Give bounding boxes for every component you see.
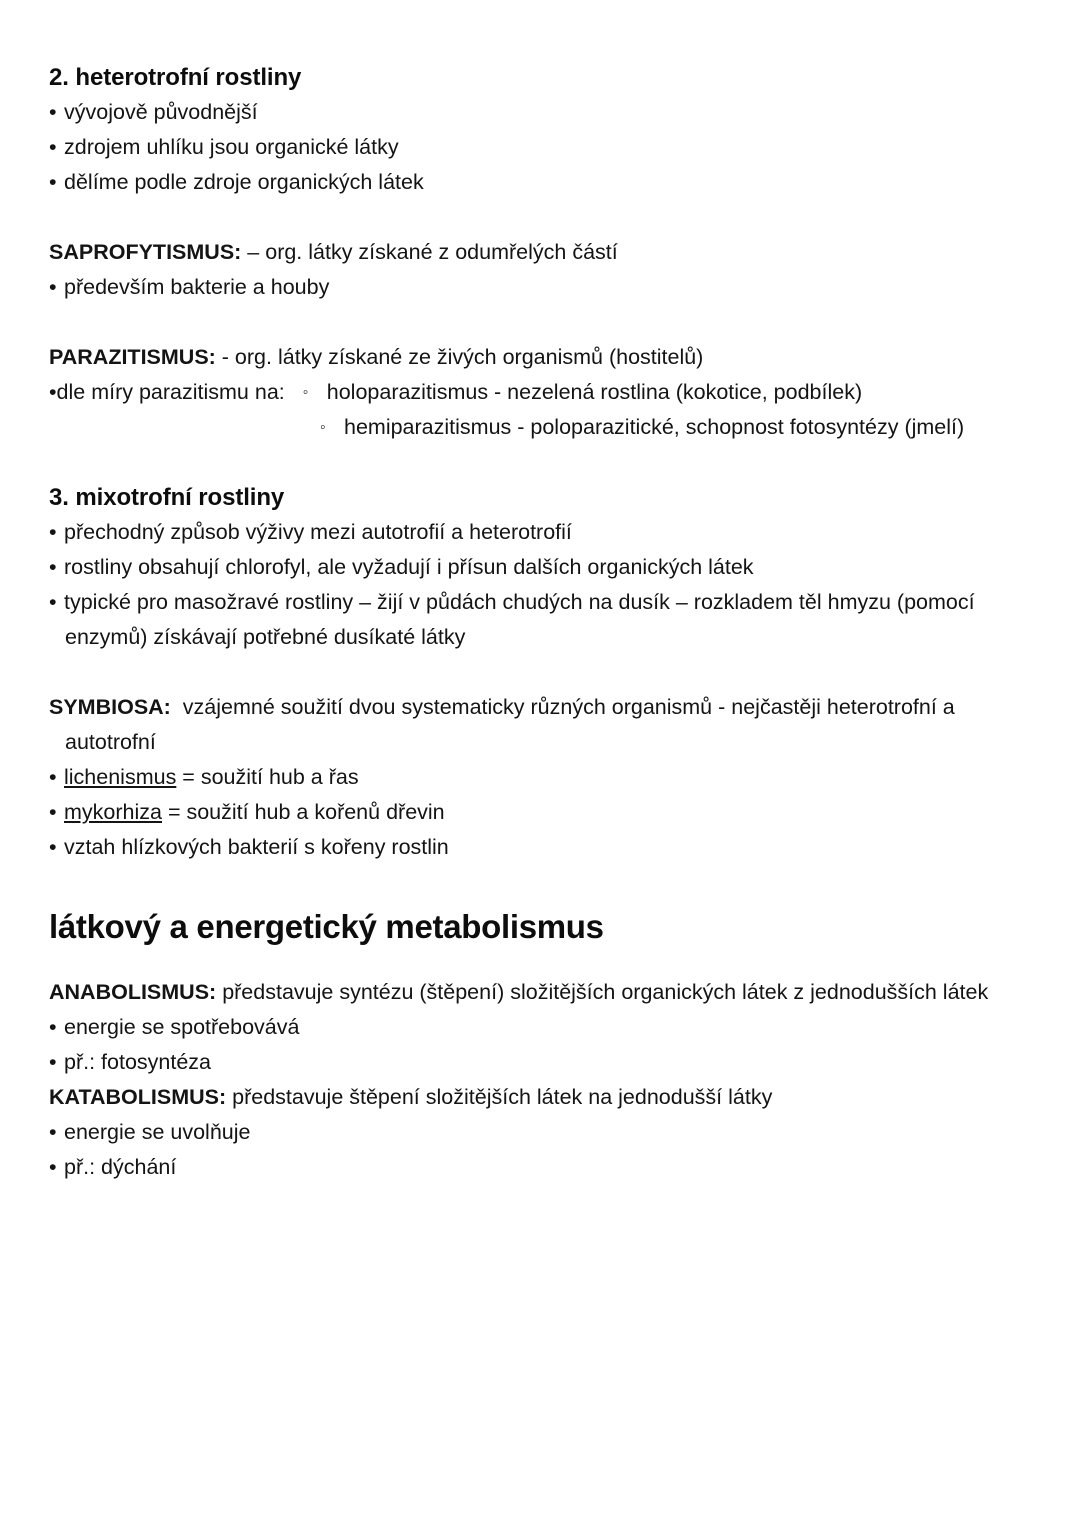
list-item (49, 95, 1031, 130)
section-heterotrofni (49, 60, 1031, 200)
sub-bullet-icon: ◦ (320, 419, 326, 436)
list-item (49, 165, 1031, 200)
section-symbiosa (49, 690, 1031, 865)
spacer (49, 655, 1031, 690)
section-saprofytismus (49, 235, 1031, 305)
list-item (49, 1010, 1031, 1045)
list-item-text: typické pro masožravé rostliny – žijí v půdách chudých na dusík – rozkladem těl hmyzu (pomocí (64, 590, 975, 614)
list-item-text: vztah hlízkových bakterií s kořeny rostlin (64, 835, 449, 859)
list-item (49, 1150, 1031, 1185)
sub-bullet-icon: ◦ (302, 384, 309, 401)
bullet-icon: • (49, 275, 57, 299)
anabolismus-definition (49, 975, 1031, 1010)
parazitismus-bullet-label: dle míry parazitismu na: (56, 380, 285, 404)
symbiosa-description: vzájemné soužití dvou systematicky různých organismů - nejčastěji heterotrofní a (170, 695, 955, 719)
list-item-text: zdrojem uhlíku jsou organické látky (64, 135, 399, 159)
list-item (49, 550, 1031, 585)
section-heading-mixotrofni: 3. mixotrofní rostliny (49, 484, 285, 511)
list-item (49, 585, 1031, 620)
list-item (49, 1045, 1031, 1080)
list-item-text: energie se spotřebovává (64, 1015, 300, 1039)
list-item-text: především bakterie a houby (64, 275, 330, 299)
saprofytismus-label: SAPROFYTISMUS: (49, 240, 242, 264)
bullet-icon: • (49, 1015, 57, 1039)
bullet-icon: • (49, 1120, 57, 1144)
list-item-text: dělíme podle zdroje organických látek (64, 170, 424, 194)
bullet-icon: • (49, 590, 57, 614)
bullet-icon: • (49, 520, 57, 544)
spacer (49, 305, 1031, 340)
katabolismus-description: představuje štěpení složitějších látek na jednodušší látky (226, 1085, 773, 1109)
bullet-icon: • (49, 800, 57, 824)
list-item-text: vývojově původnější (64, 100, 258, 124)
term-lichenismus: lichenismus (64, 765, 177, 789)
list-item-text (64, 795, 1031, 830)
spacer (49, 445, 1031, 480)
spacer (49, 949, 1031, 975)
saprofytismus-description: – org. látky získané z odumřelých částí (241, 240, 618, 264)
katabolismus-definition (49, 1080, 1031, 1115)
section-parazitismus (49, 340, 1031, 445)
anabolismus-description: představuje syntézu (štěpení) složitějších organických látek z jednodušších látek (216, 980, 989, 1004)
section-mixotrofni (49, 480, 1031, 655)
parazitismus-definition (49, 340, 1031, 375)
symbiosa-definition (49, 690, 1031, 725)
bullet-icon: • (49, 1155, 57, 1179)
bullet-icon: • (49, 135, 57, 159)
term-mykorhiza: mykorhiza (64, 800, 162, 824)
symbiosa-label: SYMBIOSA: (49, 695, 171, 719)
list-item (49, 795, 1031, 830)
list-item (49, 130, 1031, 165)
saprofytismus-definition (49, 235, 1031, 270)
list-item-text: přechodný způsob výživy mezi autotrofií a heterotrofií (64, 520, 572, 544)
section-anabolismus (49, 975, 1031, 1080)
list-item-text (64, 760, 1031, 795)
bullet-icon: • (49, 100, 57, 124)
list-item (49, 1115, 1031, 1150)
bullet-icon: • (49, 835, 57, 859)
bullet-icon: • (49, 555, 57, 579)
list-item-text: energie se uvolňuje (64, 1120, 251, 1144)
list-item (49, 760, 1031, 795)
bullet-icon: • (49, 380, 57, 404)
term-definition: = soužití hub a kořenů dřevin (161, 800, 445, 824)
bullet-icon: • (49, 1050, 57, 1074)
symbiosa-continuation: autotrofní (65, 730, 156, 754)
sub-list-item-text: holoparazitismus - nezelená rostlina (kokotice, podbílek) (326, 380, 863, 404)
anabolismus-label: ANABOLISMUS: (49, 980, 217, 1004)
bullet-icon: • (49, 765, 57, 789)
katabolismus-label: KATABOLISMUS: (49, 1085, 227, 1109)
list-item-with-subitem (49, 375, 1031, 410)
page-title: látkový a energetický metabolismus (49, 908, 604, 945)
bullet-icon: • (49, 170, 57, 194)
section-heading-heterotrofni: 2. heterotrofní rostliny (49, 64, 302, 91)
list-item-text: rostliny obsahují chlorofyl, ale vyžadují i přísun dalších organických látek (64, 555, 754, 579)
list-item (49, 515, 1031, 550)
list-item (49, 270, 1031, 305)
list-item-text: př.: dýchání (64, 1155, 177, 1179)
sub-list-item (49, 410, 1031, 445)
list-item-continuation: enzymů) získávají potřebné dusíkaté látky (65, 625, 466, 649)
term-definition: = soužití hub a řas (176, 765, 359, 789)
spacer (49, 865, 1031, 905)
sub-list-item-text: hemiparazitismus - poloparazitické, schopnost fotosyntézy (jmelí) (344, 415, 965, 439)
parazitismus-description: - org. látky získané ze živých organismů (hostitelů) (215, 345, 704, 369)
list-item-text: př.: fotosyntéza (64, 1050, 211, 1074)
parazitismus-label: PARAZITISMUS: (49, 345, 216, 369)
spacer (49, 200, 1031, 235)
list-item (49, 830, 1031, 865)
section-katabolismus (49, 1080, 1031, 1185)
